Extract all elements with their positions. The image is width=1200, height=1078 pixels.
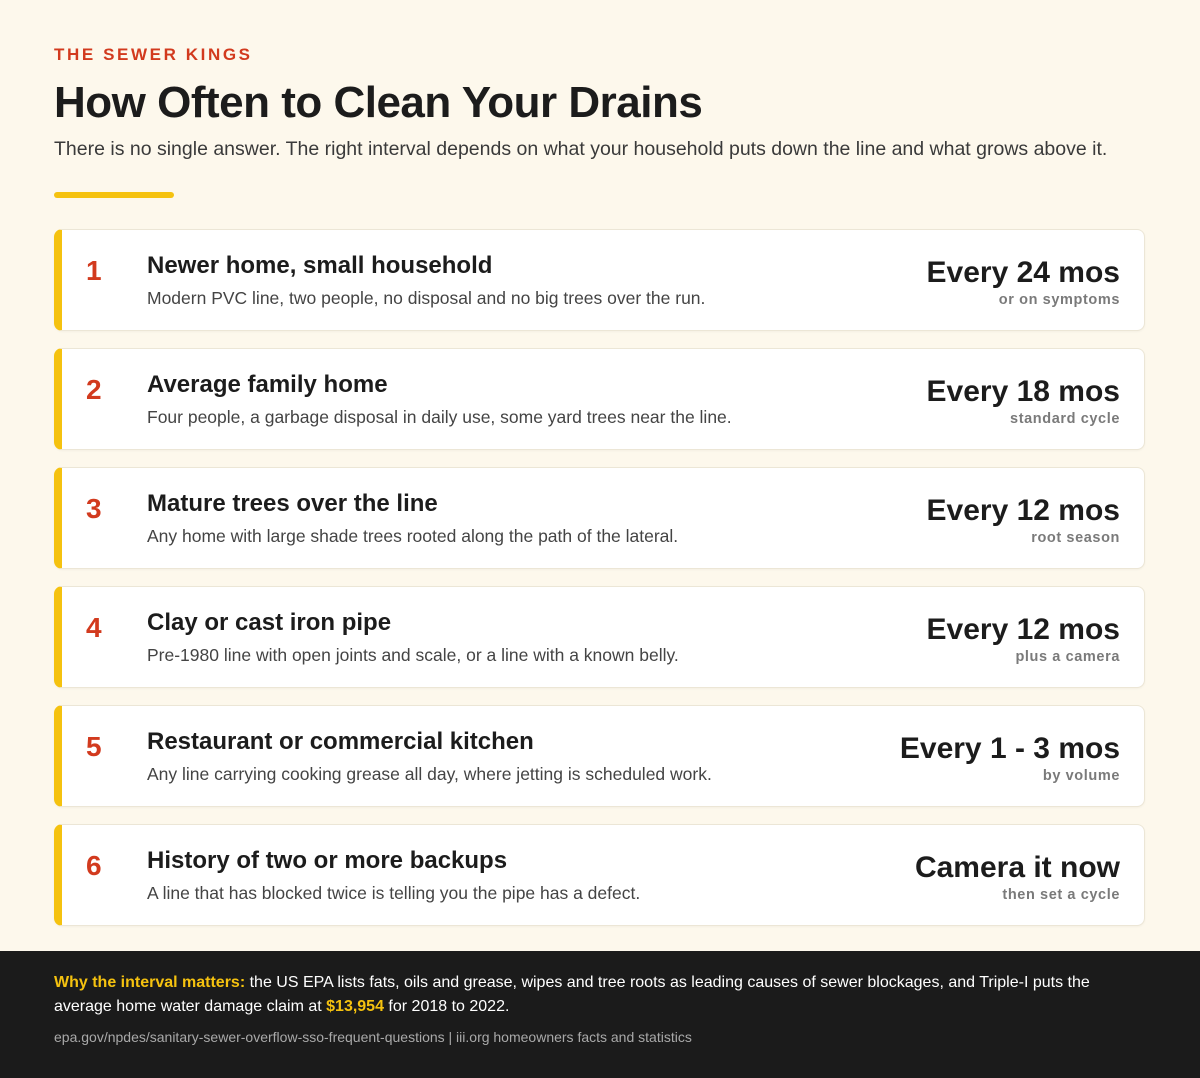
card-description: Modern PVC line, two people, no disposal and no big trees over the run. [147,288,706,308]
interval-card [54,824,1145,926]
footer-claim-amount: $13,954 [326,998,384,1015]
card-title: Average family home [147,371,388,398]
card-number: 6 [86,850,102,881]
footer [0,951,1200,1078]
card-description: Pre-1980 line with open joints and scale, or a line with a known belly. [147,645,679,665]
card-number: 1 [86,255,102,286]
card-number: 3 [86,493,102,524]
header [54,44,1154,163]
page-subtitle: There is no single answer. The right interval depends on what your household puts down the line and what grows above it. [54,138,1108,160]
card-number: 2 [86,374,102,405]
card-frequency: Every 12 mos [926,613,1120,646]
footer-text-before-amount: the US EPA lists fats, oils and grease, wipes and tree roots as leading causes of sewer blockages, and Triple-I puts the average home water damage claim at [54,974,1090,1015]
card-note: standard cycle [1010,411,1120,427]
interval-card [54,348,1145,450]
card-frequency: Every 24 mos [926,256,1120,289]
card-description: Any line carrying cooking grease all day, where jetting is scheduled work. [147,764,712,784]
card-title: History of two or more backups [147,847,508,874]
card-title: Mature trees over the line [147,490,438,517]
card-note: plus a camera [1015,649,1120,665]
card-title: Clay or cast iron pipe [147,609,392,636]
interval-card [54,705,1145,807]
page-title: How Often to Clean Your Drains [54,78,703,127]
accent-divider [54,192,174,198]
interval-card [54,229,1145,331]
card-frequency: Every 18 mos [926,375,1120,408]
card-number: 4 [86,612,102,643]
footer-sources: epa.gov/npdes/sanitary-sewer-overflow-sso-frequent-questions | iii.org homeowners facts and statistics [54,1029,692,1045]
footer-note [54,971,1144,1019]
card-description: A line that has blocked twice is telling you the pipe has a defect. [147,883,641,903]
card-frequency: Every 1 - 3 mos [899,732,1120,765]
card-description: Four people, a garbage disposal in daily use, some yard trees near the line. [147,407,732,427]
interval-card [54,586,1145,688]
card-title: Restaurant or commercial kitchen [147,728,534,755]
interval-card [54,467,1145,569]
card-note: or on symptoms [998,292,1120,308]
card-title: Newer home, small household [147,252,493,279]
interval-card-list [54,229,1145,943]
card-frequency: Every 12 mos [926,494,1120,527]
footer-text-after-amount: for 2018 to 2022. [383,998,510,1015]
card-note: then set a cycle [1002,887,1120,903]
footer-lead: Why the interval matters: [54,974,246,991]
brand-name: THE SEWER KINGS [54,45,253,64]
card-description: Any home with large shade trees rooted along the path of the lateral. [147,526,679,546]
card-frequency: Camera it now [914,851,1120,884]
card-note: root season [1031,530,1120,546]
card-number: 5 [86,731,102,762]
card-note: by volume [1042,768,1120,784]
